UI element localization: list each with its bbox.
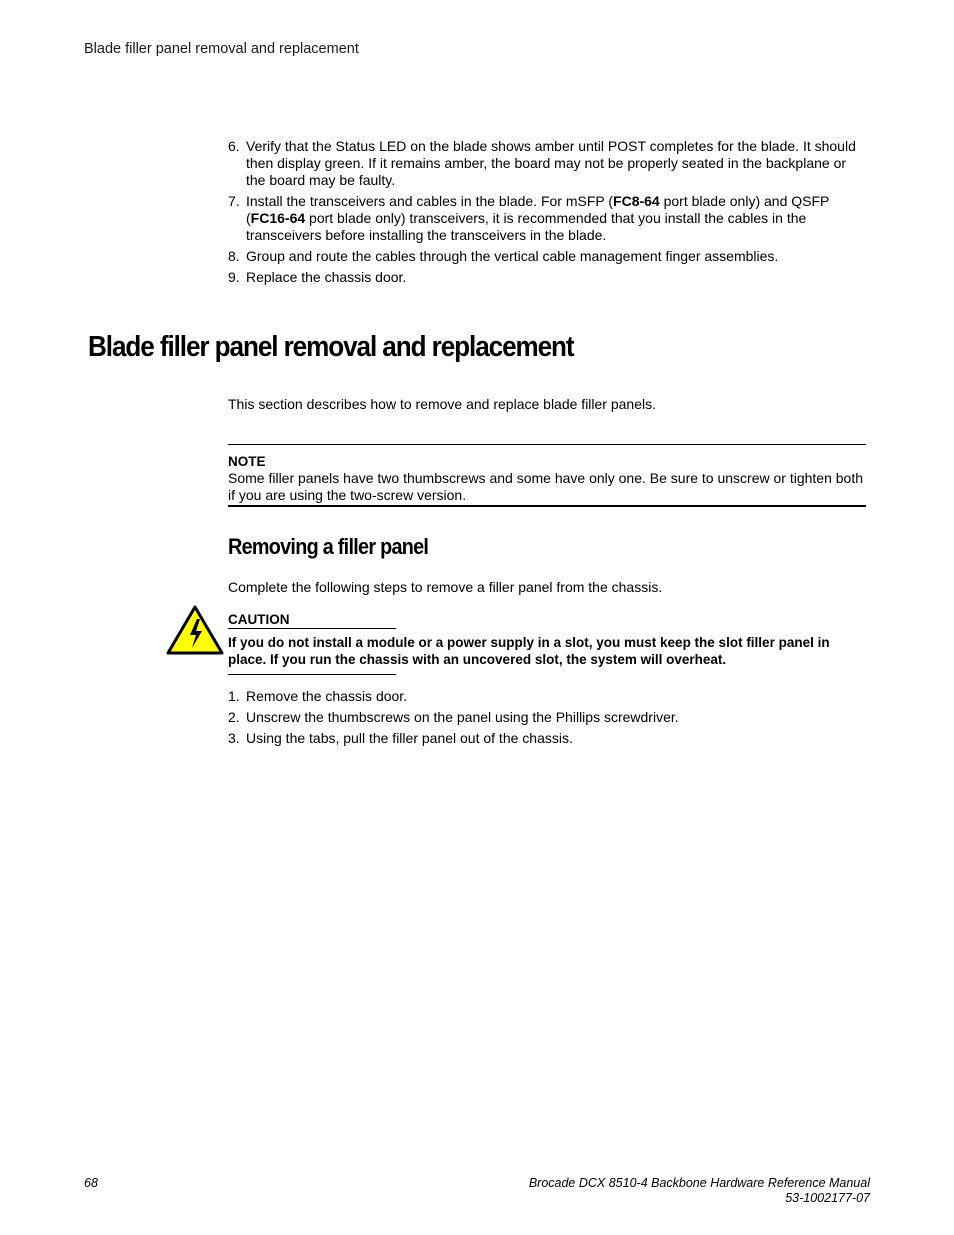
section-heading: Blade filler panel removal and replacement (88, 331, 574, 363)
electrical-hazard-icon (166, 605, 224, 655)
step-number: 3. (228, 730, 240, 746)
list-item (228, 688, 866, 705)
step-text: Unscrew the thumbscrews on the panel using the Phillips screwdriver. (246, 709, 679, 725)
list-item (228, 193, 866, 244)
caution-text: If you do not install a module or a power supply in a slot, you must keep the slot filler panel in place. If you run the chassis with an uncovered slot, the system will overheat. (228, 635, 830, 667)
subsection-intro: Complete the following steps to remove a filler panel from the chassis. (228, 579, 663, 595)
steps-top (228, 138, 866, 290)
steps-bottom (228, 688, 866, 751)
step-number: 1. (228, 688, 240, 704)
caution-divider (228, 674, 396, 675)
list-item (228, 709, 866, 726)
step-number: 8. (228, 248, 240, 264)
footer-manual-info (529, 1176, 870, 1206)
step-text: Install the transceivers and cables in the blade. For mSFP (FC8-64 port blade only) and QSFP (FC16-64 port blade only) transceivers, it is recommended that you install the cables in the transceivers before installing the transceivers in the blade. (246, 193, 830, 243)
list-item (228, 730, 866, 747)
list-item (228, 248, 866, 265)
step-number: 6. (228, 138, 240, 154)
procedure-list-continued (228, 138, 866, 286)
section-intro: This section describes how to remove and replace blade filler panels. (228, 396, 657, 412)
manual-title: Brocade DCX 8510-4 Backbone Hardware Reference Manual (528, 1176, 870, 1190)
step-text: Replace the chassis door. (246, 269, 407, 285)
step-text: Verify that the Status LED on the blade shows amber until POST completes for the blade. It should then display green. If it remains amber, the board may not be properly seated in the backplane or the board may be faulty. (246, 138, 856, 188)
step-number: 9. (228, 269, 240, 285)
list-item (228, 269, 866, 286)
note-box (228, 444, 866, 507)
blade-name: FC8-64 (613, 193, 660, 209)
doc-number: 53-1002177-07 (785, 1191, 870, 1205)
running-header: Blade filler panel removal and replacement (84, 41, 359, 57)
step-number: 7. (228, 193, 240, 209)
subsection-heading: Removing a filler panel (228, 534, 429, 559)
note-text: Some filler panels have two thumbscrews and some have only one. Be sure to unscrew or tighten both if you are using the two-screw version. (228, 470, 864, 503)
page-number: 68 (84, 1176, 98, 1190)
procedure-list (228, 688, 866, 747)
step-number: 2. (228, 709, 240, 725)
caution-label: CAUTION (228, 612, 396, 629)
note-label: NOTE (228, 454, 266, 469)
blade-name: FC16-64 (250, 210, 306, 226)
list-item (228, 138, 866, 189)
step-text: Remove the chassis door. (246, 688, 408, 704)
step-text: Using the tabs, pull the filler panel out of the chassis. (246, 730, 573, 746)
step-text: Group and route the cables through the vertical cable management finger assemblies. (246, 248, 779, 264)
